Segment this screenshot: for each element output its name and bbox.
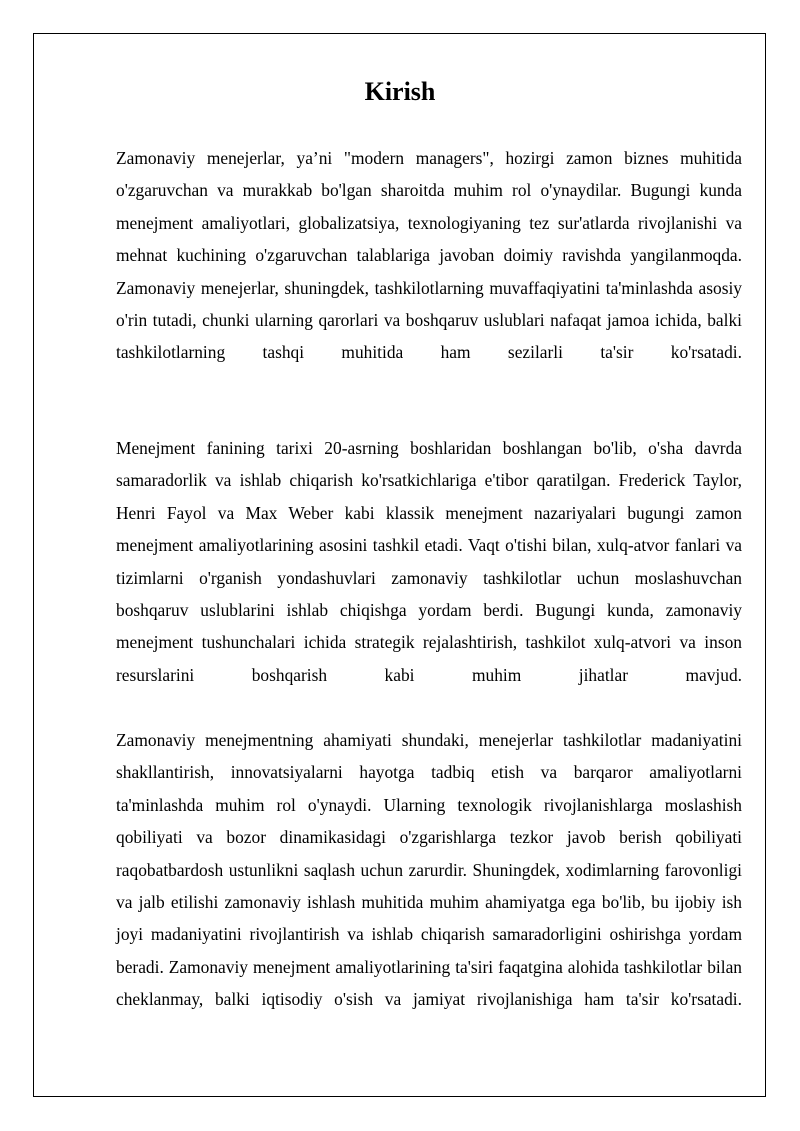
- page-title: Kirish: [364, 77, 436, 106]
- paragraph-2: Menejment fanining tarixi 20-asrning boshlaridan boshlangan bo'lib, o'sha davrda samaradorlik va ishlab chiqarish ko'rsatkichlariga e'tibor qaratilgan. Frederick Taylor, Henri Fayol va Max Weber kabi klassik menejment nazariyalari bugungi zamon menejment amaliyotlarining asosini tashkil etadi. Vaqt o'tishi bilan, xulq-atvor fanlari va tizimlarni o'rganish yondashuvlari zamonaviy tashkilotlar uchun moslashuvchan boshqaruv uslublarini ishlab chiqishga yordam berdi. Bugungi kunda, zamonaviy menejment tushunchalari ichida strategik rejalashtirish, tashkilot xulq-atvori va inson resurslarini boshqarish kabi muhim jihatlar mavjud.: [116, 438, 742, 685]
- paragraph-1: Zamonaviy menejerlar, ya’ni "modern managers", hozirgi zamon biznes muhitida o'zgaruvchan va murakkab bo'lgan sharoitda muhim rol o'ynaydilar. Bugungi kunda menejment amaliyotlari, globalizatsiya, texnologiyaning tez sur'atlarda rivojlanishi va mehnat kuchining o'zgaruvchan talablariga javoban doimiy ravishda yangilanmoqda. Zamonaviy menejerlar, shuningdek, tashkilotlarning muvaffaqiyatini ta'minlashda asosiy o'rin tutadi, chunki ularning qarorlari va boshqaruv uslublari nafaqat jamoa ichida, balki tashkilotlarning tashqi muhitida ham sezilarli ta'sir ko'rsatadi.: [116, 148, 742, 363]
- paragraph-3: Zamonaviy menejmentning ahamiyati shundaki, menejerlar tashkilotlar madaniyatini shakllantirish, innovatsiyalarni hayotga tadbiq etish va barqaror amaliyotlarni ta'minlashda muhim rol o'ynaydi. Ularning texnologik rivojlanishlarga moslashish qobiliyati va bozor dinamikasidagi o'zgarishlarga tezkor javob berish qobiliyati raqobatbardosh ustunlikni saqlash uchun zarurdir. Shuningdek, xodimlarning farovonligi va jalb etilishi zamonaviy ishlash muhitida muhim ahamiyatga ega bo'lib, bu ijobiy ish joyi madaniyatini rivojlantirish va ishlab chiqarish samaradorligini oshirishga yordam beradi. Zamonaviy menejment amaliyotlarining ta'siri faqatgina alohida tashkilotlar bilan cheklanmay, balki iqtisodiy o'sish va jamiyat rivojlanishiga ham ta'sir ko'rsatadi.: [116, 730, 742, 1010]
